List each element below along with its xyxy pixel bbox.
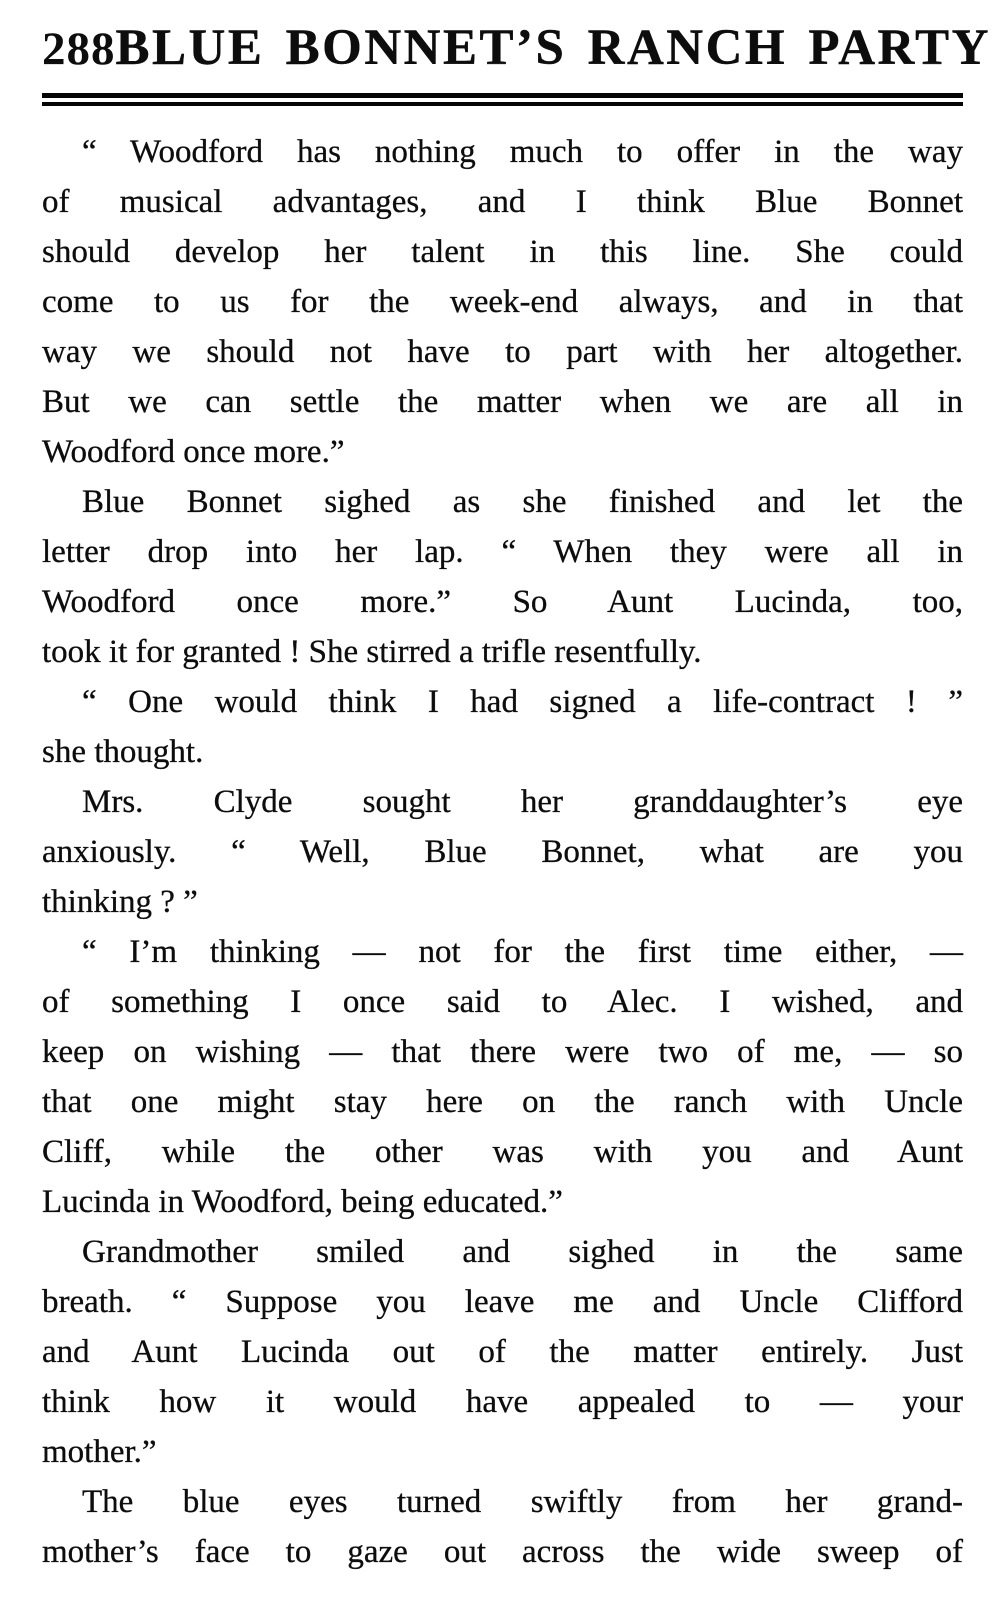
text-line: But we can settle the matter when we are all in xyxy=(42,383,963,420)
text-line: mother.” xyxy=(42,1433,157,1470)
text-line: that one might stay here on the ranch with Uncle xyxy=(42,1083,963,1120)
text-line: breath. “ Suppose you leave me and Uncle Clifford xyxy=(42,1283,963,1320)
text-line: of something I once said to Alec. I wished, and xyxy=(42,983,963,1020)
paragraph xyxy=(42,927,963,1227)
text-line: Blue Bonnet sighed as she finished and let the xyxy=(82,483,963,520)
text-line: Grandmother smiled and sighed in the same xyxy=(82,1233,963,1270)
text-line: of musical advantages, and I think Blue Bonnet xyxy=(42,183,963,220)
text-line: come to us for the week-end always, and in that xyxy=(42,283,963,320)
text-line: think how it would have appealed to — your xyxy=(42,1383,963,1420)
paragraph xyxy=(42,1227,963,1477)
text-line: thinking ? ” xyxy=(42,883,198,920)
text-line: keep on wishing — that there were two of me, — so xyxy=(42,1033,963,1070)
text-line: should develop her talent in this line. She could xyxy=(42,233,963,270)
page-number: 288 xyxy=(42,23,116,75)
text-line: and Aunt Lucinda out of the matter entirely. Just xyxy=(42,1333,963,1370)
paragraph xyxy=(42,477,963,677)
text-line: mother’s face to gaze out across the wide sweep of xyxy=(42,1533,963,1570)
text-line: “ I’m thinking — not for the first time either, — xyxy=(82,933,963,970)
text-line: The blue eyes turned swiftly from her grand- xyxy=(82,1483,963,1520)
paragraph xyxy=(42,1477,963,1577)
text-line: she thought. xyxy=(42,733,204,770)
text-line: took it for granted ! She stirred a trifle resentfully. xyxy=(42,633,702,670)
paragraph xyxy=(42,777,963,927)
running-head xyxy=(42,20,991,76)
text-line: Lucinda in Woodford, being educated.” xyxy=(42,1183,563,1220)
text-line: way we should not have to part with her altogether. xyxy=(42,333,963,370)
text-line: letter drop into her lap. “ When they were all in xyxy=(42,533,963,570)
double-rule-divider xyxy=(42,93,963,106)
text-line: Woodford once more.” So Aunt Lucinda, too, xyxy=(42,583,963,620)
text-line: “ One would think I had signed a life-contract ! ” xyxy=(82,683,963,720)
page-title: BLUE BONNET’S RANCH PARTY xyxy=(115,20,991,76)
text-line: “ Woodford has nothing much to offer in the way xyxy=(82,133,963,170)
text-line: Cliff, while the other was with you and Aunt xyxy=(42,1133,963,1170)
text-line: anxiously. “ Well, Blue Bonnet, what are you xyxy=(42,833,963,870)
text-line: Woodford once more.” xyxy=(42,433,345,470)
paragraph xyxy=(42,127,963,477)
paragraph xyxy=(42,677,963,777)
text-line: Mrs. Clyde sought her granddaughter’s eye xyxy=(82,783,963,820)
body-text xyxy=(42,127,963,1577)
